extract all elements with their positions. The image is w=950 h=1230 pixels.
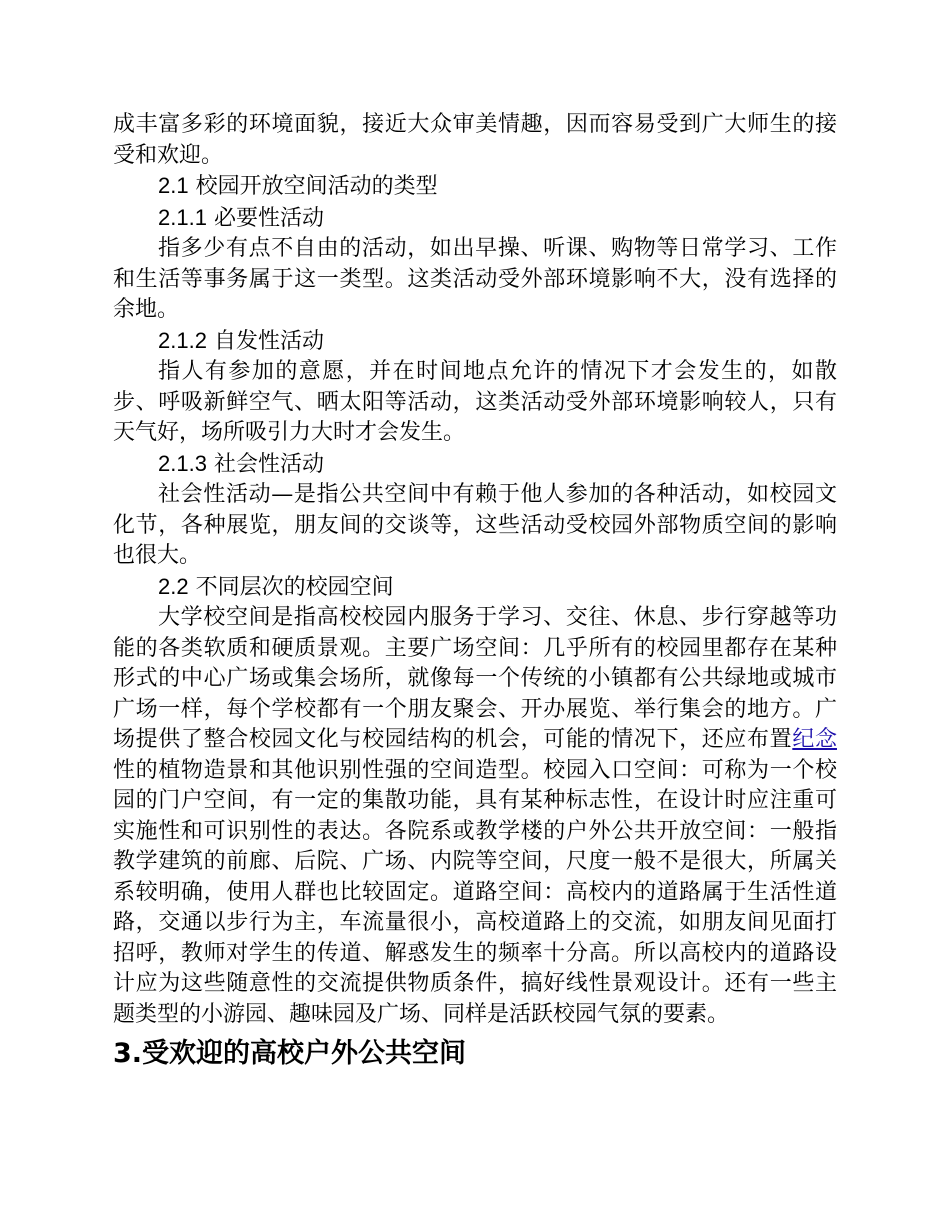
- section-heading-3: 3.受欢迎的高校户外公共空间: [113, 1038, 467, 1069]
- heading-2-1-3-number: 2.1.3: [158, 450, 207, 476]
- paragraph-spontaneous-activities: 指人有参加的意愿，并在时间地点允许的情况下才会发生的，如散步、呼吸新鲜空气、晒太阳等活动，这类活动受外部环境影响较人，只有天气好，场所吸引力大时才会发生。: [113, 359, 837, 445]
- heading-2-1-1: [113, 203, 837, 235]
- heading-2-1-3-title: 社会性活动: [213, 451, 324, 477]
- paragraph-social-activities: 社会性活动—是指公共空间中有赖于他人参加的各种活动，如校园文化节，各种展览，朋友间的交谈等，这些活动受校园外部物质空间的影响也很大。: [113, 482, 837, 568]
- heading-2-2: [113, 572, 837, 604]
- heading-2-1-2-number: 2.1.2: [158, 327, 207, 353]
- document-page: [113, 110, 837, 1074]
- heading-2-1-number: 2.1: [158, 173, 189, 198]
- heading-2-1-3: [113, 449, 837, 481]
- heading-2-1-2: [113, 326, 837, 358]
- heading-2-2-title: 不同层次的校园空间: [195, 574, 394, 600]
- heading-2-1-1-number: 2.1.1: [158, 204, 207, 230]
- heading-2-1: [113, 171, 837, 203]
- heading-2-1-2-title: 自发性活动: [213, 328, 324, 354]
- paragraph-campus-spaces: [113, 603, 837, 1030]
- heading-2-2-number: 2.2: [158, 573, 189, 599]
- memorial-link[interactable]: 纪念: [792, 727, 837, 752]
- paragraph-campus-spaces-text-1: 大学校空间是指高校校园内服务于学习、交往、休息、步行穿越等功能的各类软质和硬质景观。主要广场空间：几乎所有的校园里都存在某种形式的中心广场或集会场所，就像每一个传统的小镇都有公共绿地或城市广场一样，每个学校都有一个朋友聚会、开办展览、举行集会的地方。广场提供了整合校园文化与校园结构的机会，可能的情况下，还应布置: [113, 605, 837, 752]
- paragraph-campus-spaces-text-2: 性的植物造景和其他识别性强的空间造型。校园入口空间：可称为一个校园的门户空间，有一定的集散功能，具有某种标志性，在设计时应注重可实施性和可识别性的表达。各院系或教学楼的户外公共开放空间：一般指教学建筑的前廊、后院、广场、内院等空间，尺度一般不是很大，所属关系较明确，使用人群也比较固定。道路空间：高校内的道路属于生活性道路，交通以步行为主，车流量很小，高校道路上的交流，如朋友间见面打招呼，教师对学生的传道、解惑发生的频率十分高。所以高校内的道路设计应为这些随意性的交流提供物质条件，搞好线性景观设计。还有一些主题类型的小游园、趣味园及广场、同样是活跃校园气氛的要素。: [113, 757, 837, 1027]
- heading-2-1-1-title: 必要性活动: [213, 205, 324, 231]
- paragraph-necessary-activities: 指多少有点不自由的活动，如出早操、听课、购物等日常学习、工作和生活等事务属于这一类型。这类活动受外部环境影响不大，没有选择的余地。: [113, 236, 837, 322]
- heading-2-1-title: 校园开放空间活动的类型: [195, 174, 438, 199]
- intro-paragraph: 成丰富多彩的环境面貌，接近大众审美情趣，因而容易受到广大师生的接受和欢迎。: [113, 112, 837, 168]
